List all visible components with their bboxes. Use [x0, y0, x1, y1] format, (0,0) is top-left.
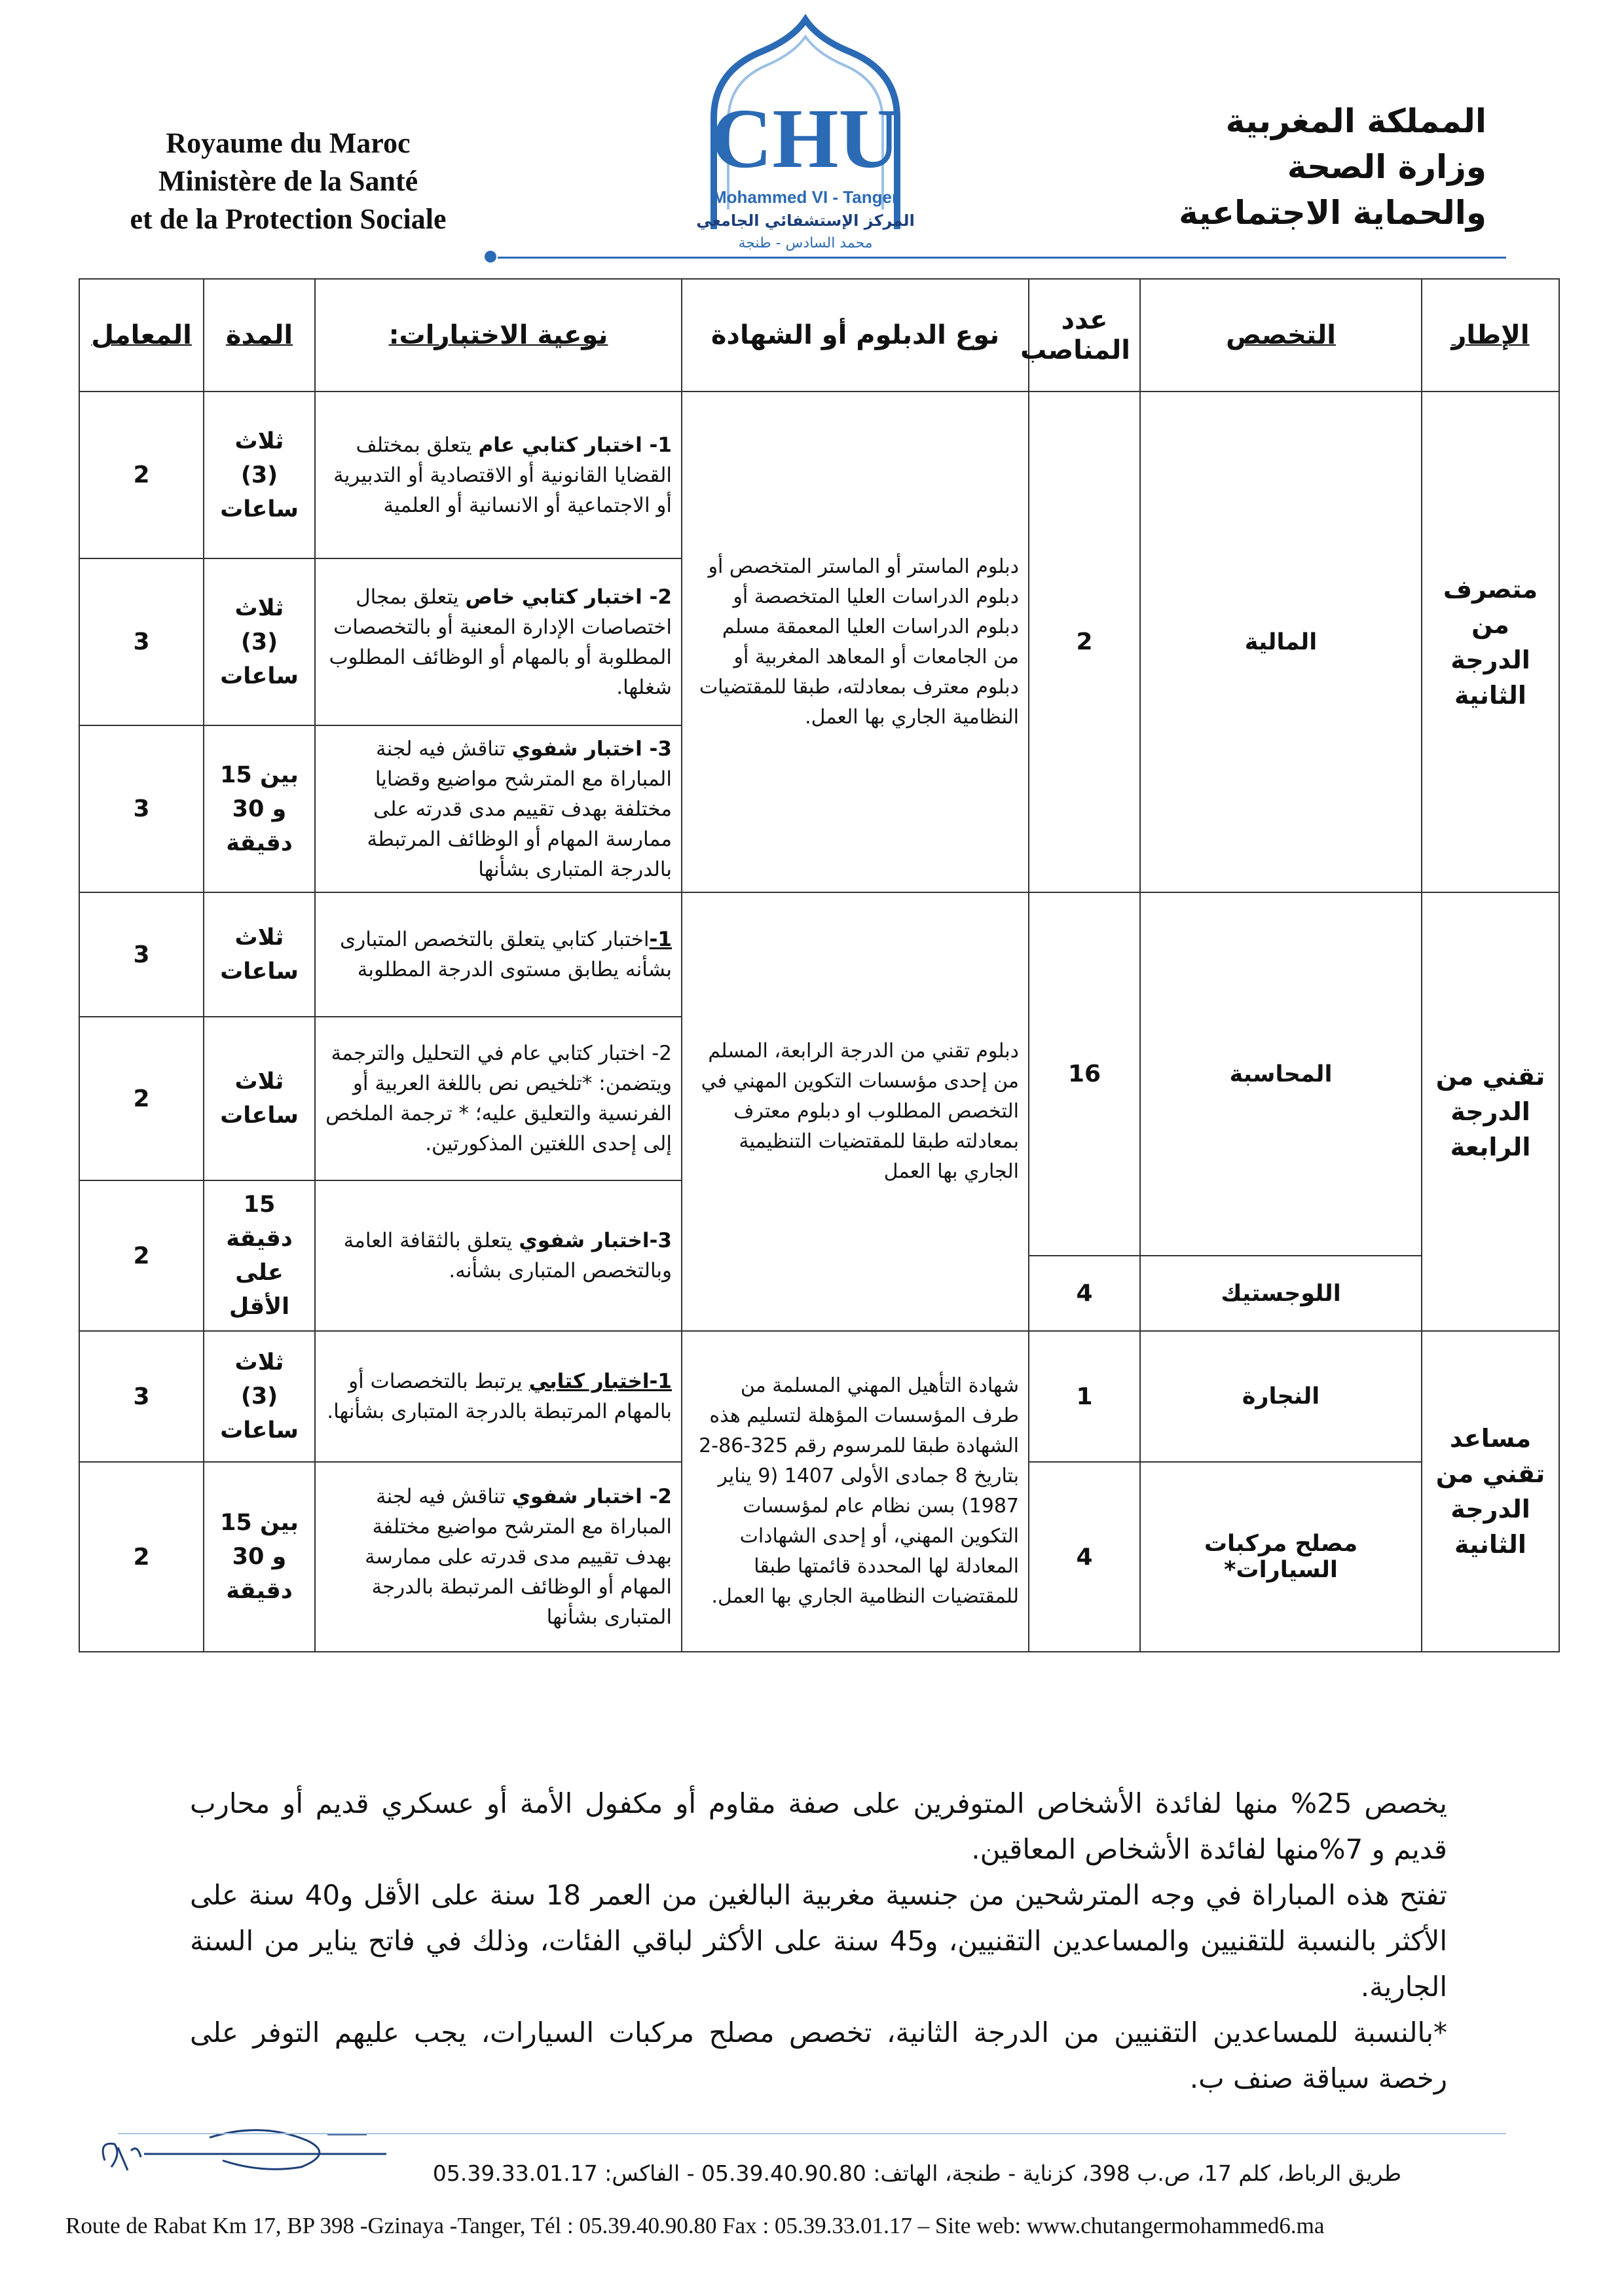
posts-logistics: 4	[1029, 1256, 1140, 1331]
table-row	[79, 392, 1559, 558]
header-arabic	[1146, 98, 1486, 236]
exam-g2-3	[315, 1180, 682, 1331]
specialty-finance: المالية	[1140, 392, 1422, 892]
specialty-car-mechanic: مصلح مركبات السيارات*	[1140, 1462, 1422, 1652]
ministry-ar-2: والحماية الاجتماعية	[1179, 194, 1486, 232]
note-driving-license: *بالنسبة للمساعدين التقنيين من الدرجة الثانية، تخصص مصلح مركبات السيارات، يجب عليهم التوفر على رخصة سياقة صنف ب.	[190, 2016, 1447, 2094]
exam-text: يرتبط بالتخصصات أو بالمهام المرتبطة بالدرجة المتبارى بشأنها.	[327, 1370, 672, 1423]
exam-title: 2- اختبار كتابي خاص	[465, 585, 672, 609]
exam-text: تناقش فيه لجنة المباراة مع المترشح مواضيع مختلفة بهدف تقييم مدى قدرته على ممارسة المهام أو الوظائف المرتبطة بالدرجة المتبارى بشأنها	[365, 1485, 672, 1629]
footer-address-fr: Route de Rabat Km 17, BP 398 -Gzinaya -Tanger, Tél : 05.39.40.90.80 Fax : 05.39.33.01.17 – Site web: www.chutangermohammed6.ma	[65, 2213, 1325, 2238]
duration-g1-1: ثلاث (3) ساعات	[204, 392, 315, 558]
specialty-logistics: اللوجستيك	[1140, 1256, 1422, 1331]
coef-g3-1: 3	[79, 1331, 204, 1462]
coef-g2-1: 3	[79, 892, 204, 1017]
header-french	[118, 124, 458, 238]
diploma-g2: دبلوم تقني من الدرجة الرابعة، المسلم من إحدى مؤسسات التكوين المهني في التخصص المطلوب او دبلوم معترف بمعادلته طبقا للمقتضيات التنظيمية الجاري بها العمل	[682, 892, 1029, 1331]
posts-car-mechanic: 4	[1029, 1462, 1140, 1652]
coef-g2-3: 2	[79, 1180, 204, 1331]
header-divider	[498, 257, 1506, 259]
header-coef: المعامل	[79, 279, 204, 392]
exam-text: يتعلق بمختلف القضايا القانونية أو الاقتصادية أو التدبيرية أو الاجتماعية أو الانسانية أو العلمية	[333, 433, 672, 517]
header-exams: نوعية الاختبارات:	[315, 279, 682, 392]
exam-title: 2- اختبار شفوي	[511, 1485, 672, 1508]
table-header-row	[79, 279, 1559, 392]
duration-g3-1: ثلاث (3) ساعات	[204, 1331, 315, 1462]
country-fr: Royaume du Maroc	[166, 127, 411, 159]
header-posts: عدد المناصب	[1029, 279, 1140, 392]
exam-number: 1-	[649, 928, 672, 951]
coef-g1-1: 2	[79, 392, 204, 558]
duration-g1-2: ثلاث (3) ساعات	[204, 558, 315, 725]
cadre-administrator: متصرف من الدرجة الثانية	[1422, 392, 1559, 892]
specialty-carpentry: النجارة	[1140, 1331, 1422, 1462]
exam-text: يتعلق بالثقافة العامة وبالتخصص المتبارى بشأنه.	[343, 1229, 672, 1283]
cadre-technician-4: تقني من الدرجة الرابعة	[1422, 892, 1559, 1331]
ministry-ar: وزارة الصحة	[1287, 148, 1486, 186]
exam-title: 3- اختبار شفوي	[511, 737, 672, 761]
duration-g3-2: بين 15 و 30 دقيقة	[204, 1462, 315, 1652]
logo-text: CHU	[710, 92, 900, 186]
table-row	[79, 892, 1559, 1017]
ministry-fr-2: et de la Protection Sociale	[130, 203, 447, 235]
coef-g2-2: 2	[79, 1017, 204, 1180]
header-cadre: الإطار	[1422, 279, 1559, 392]
posts-carpentry: 1	[1029, 1331, 1140, 1462]
exam-g2-2: 2- اختبار كتابي عام في التحليل والترجمة ويتضمن: *تلخيص نص باللغة العربية أو الفرنسية والتعليق عليه؛ * ترجمة الملخص إلى إحدى اللغتين المذكورتين.	[315, 1017, 682, 1180]
duration-g1-3: بين 15 و 30 دقيقة	[204, 725, 315, 892]
exam-title: 1- اختبار كتابي عام	[478, 433, 672, 457]
exam-title: 3-اختبار شفوي	[519, 1229, 672, 1252]
logo-sub-ar2: محمد السادس - طنجة	[738, 235, 873, 251]
exam-g1-3	[315, 725, 682, 892]
header-specialty: التخصص	[1140, 279, 1422, 392]
specialty-accounting: المحاسبة	[1140, 892, 1422, 1256]
coef-g3-2: 2	[79, 1462, 204, 1652]
coef-g1-2: 3	[79, 558, 204, 725]
duration-g2-3: 15 دقيقة على الأقل	[204, 1180, 315, 1331]
duration-g2-2: ثلاث ساعات	[204, 1017, 315, 1180]
chu-logo	[668, 13, 943, 268]
country-ar: المملكة المغربية	[1225, 102, 1486, 140]
logo-sub-fr: Mohammed VI - Tanger	[712, 187, 899, 207]
exam-g3-2	[315, 1462, 682, 1652]
header-divider-dot	[485, 251, 496, 263]
exam-text: يتعلق بمجال اختصاصات الإدارة المعنية أو بالتخصصات المطلوبة أو بالمهام أو الوظائف المطلوب شغلها.	[329, 585, 672, 699]
table-row	[79, 1331, 1559, 1462]
exam-g1-1	[315, 392, 682, 558]
diploma-g1: دبلوم الماستر أو الماستر المتخصص أو دبلوم الدراسات العليا المتخصصة أو دبلوم الدراسات العليا المعمقة مسلم من الجامعات أو المعاهد المغربية أو دبلوم معترف بمعادلته، طبقا للمقتضيات النظامية الجاري بها العمل.	[682, 392, 1029, 892]
note-quota: يخصص 25% منها لفائدة الأشخاص المتوفرين على صفة مقاوم أو مكفول الأمة أو عسكري قديم أو محارب قديم و 7%منها لفائدة الأشخاص المعاقين.	[190, 1787, 1447, 1865]
signature	[92, 2108, 393, 2180]
diploma-g3: شهادة التأهيل المهني المسلمة من طرف المؤسسات المؤهلة لتسليم هذه الشهادة طبقا للمرسوم رقم 325-86-2 بتاريخ 8 جمادى الأولى 1407 (9 يناير 1987) بسن نظام عام لمؤسسات التكوين المهني، أو إحدى الشهادات المعادلة لها المحددة قائمتها طبقا للمقتضيات النظامية الجاري بها العمل.	[682, 1331, 1029, 1652]
logo-sub-ar1: المركز الإستشفائي الجامعي	[696, 211, 915, 230]
note-eligibility: تفتح هذه المباراة في وجه المترشحين من جنسية مغربية البالغين من العمر 18 سنة على الأقل و40 سنة على الأكثر بالنسبة للتقنيين والمساعدين التقنيين، و45 سنة على الأكثر لباقي الفئات، وذلك في فاتح يناير من السنة الجارية.	[190, 1879, 1447, 2003]
duration-g2-1: ثلاث ساعات	[204, 892, 315, 1017]
exam-text: تناقش فيه لجنة المباراة مع المترشح مواضيع وقضايا مختلفة بهدف تقييم مدى قدرته على ممارسة المهام أو الوظائف المرتبطة بالدرجة المتبارى بشأنها	[367, 737, 672, 881]
header-duration: المدة	[204, 279, 315, 392]
cadre-assistant-technician: مساعد تقني من الدرجة الثانية	[1422, 1331, 1559, 1652]
posts-accounting: 16	[1029, 892, 1140, 1256]
exam-g2-1	[315, 892, 682, 1017]
ministry-fr: Ministère de la Santé	[158, 165, 418, 197]
header-diploma: نوع الدبلوم أو الشهادة	[682, 279, 1029, 392]
exam-title: 1-اختبار كتابي	[528, 1370, 672, 1393]
footer-address-ar: طريق الرباط، كلم 17، ص.ب 398، كزناية - طنجة، الهاتف: 05.39.40.90.80 - الفاكس: 05.39.33.01.17	[432, 2160, 1401, 2186]
exam-g3-1	[315, 1331, 682, 1462]
footer-divider	[118, 2133, 1506, 2134]
exam-g1-2	[315, 558, 682, 725]
exam-text: اختبار كتابي يتعلق بالتخصص المتبارى بشأنه يطابق مستوى الدرجة المطلوبة	[340, 928, 672, 981]
positions-table	[79, 278, 1560, 1652]
notes-section	[190, 1781, 1447, 2102]
posts-finance: 2	[1029, 392, 1140, 892]
coef-g1-3: 3	[79, 725, 204, 892]
